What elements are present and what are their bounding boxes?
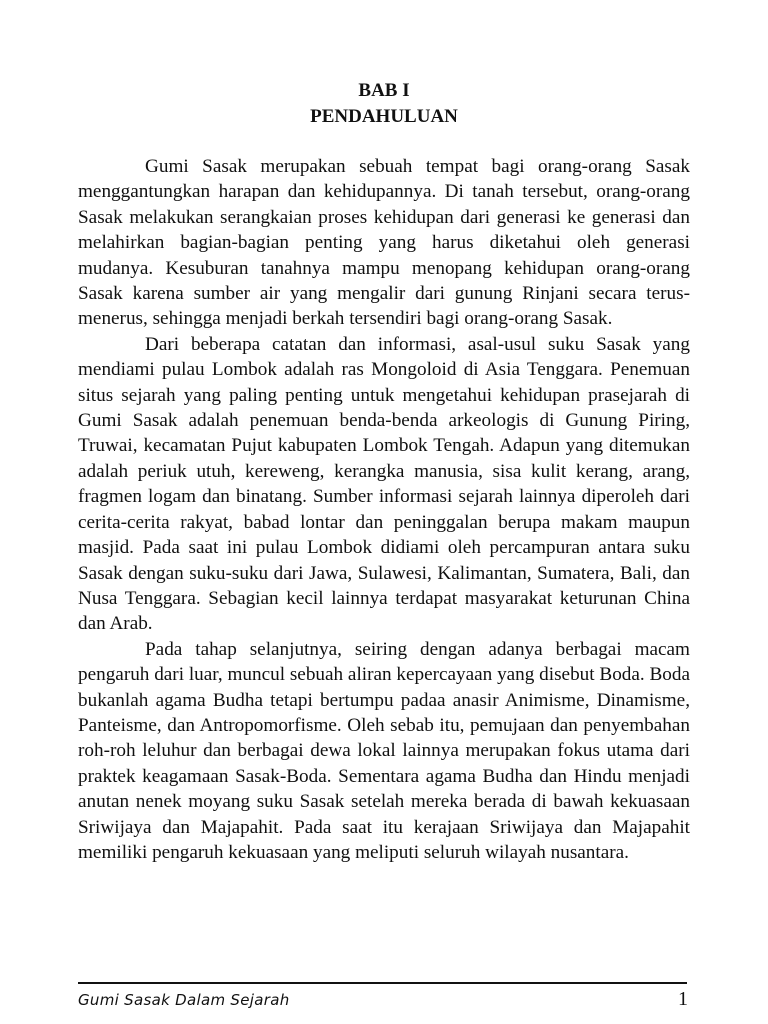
body-text: [78, 154, 690, 865]
chapter-label: BAB I: [358, 80, 410, 101]
footer-book-title: Gumi Sasak Dalam Sejarah: [78, 991, 290, 1009]
paragraph-intro: Gumi Sasak merupakan sebuah tempat bagi orang-orang Sasak menggantungkan harapan dan kehidupannya. Di tanah tersebut, orang-orang Sasak melakukan serangkaian proses kehidupan dari generasi ke generasi dan melahirkan bagian-bagian penting yang harus diketahui oleh generasi mudanya. Kesuburan tanahnya mampu menopang kehidupan orang-orang Sasak karena sumber air yang mengalir dari gunung Rinjani secara terus-menerus, sehingga menjadi berkah tersendiri bagi orang-orang Sasak.: [78, 156, 690, 330]
footer-divider: [78, 982, 687, 984]
chapter-title: PENDAHULUAN: [310, 106, 458, 127]
paragraph-beliefs: Pada tahap selanjutnya, seiring dengan adanya berbagai macam pengaruh dari luar, muncul sebuah aliran kepercayaan yang disebut Boda. Boda bukanlah agama Budha tetapi bertumpu padaa anasir Animisme, Dinamisme, Panteisme, dan Antropomorfisme. Oleh sebab itu, pemujaan dan penyembahan roh-roh leluhur dan berbagai dewa lokal lainnya merupakan fokus utama dari praktek keagamaan Sasak-Boda. Sementara agama Budha dan Hindu menjadi anutan nenek moyang suku Sasak setelah mereka berada di bawah kekuasaan Sriwijaya dan Majapahit. Pada saat itu kerajaan Sriwijaya dan Majapahit memiliki pengaruh kekuasaan yang meliputi seluruh wilayah nusantara.: [78, 638, 690, 863]
page-number: 1: [678, 988, 688, 1010]
paragraph-origins: Dari beberapa catatan dan informasi, asal-usul suku Sasak yang mendiami pulau Lombok adalah ras Mongoloid di Asia Tenggara. Penemuan situs sejarah yang paling penting untuk mengetahui kehidupan prasejarah di Gumi Sasak adalah penemuan benda-benda arkeologis di Gunung Piring, Truwai, kecamatan Pujut kabupaten Lombok Tengah. Adapun yang ditemukan adalah periuk utuh, kereweng, kerangka manusia, sisa kulit kerang, arang, fragmen logam dan binatang. Sumber informasi sejarah lainnya diperoleh dari cerita-cerita rakyat, babad lontar dan peninggalan berupa makam maupun masjid. Pada saat ini pulau Lombok didiami oleh percampuran antara suku Sasak dengan suku-suku dari Jawa, Sulawesi, Kalimantan, Sumatera, Bali, dan Nusa Tenggara. Sebagian kecil lainnya terdapat masyarakat keturunan China dan Arab.: [78, 333, 690, 635]
